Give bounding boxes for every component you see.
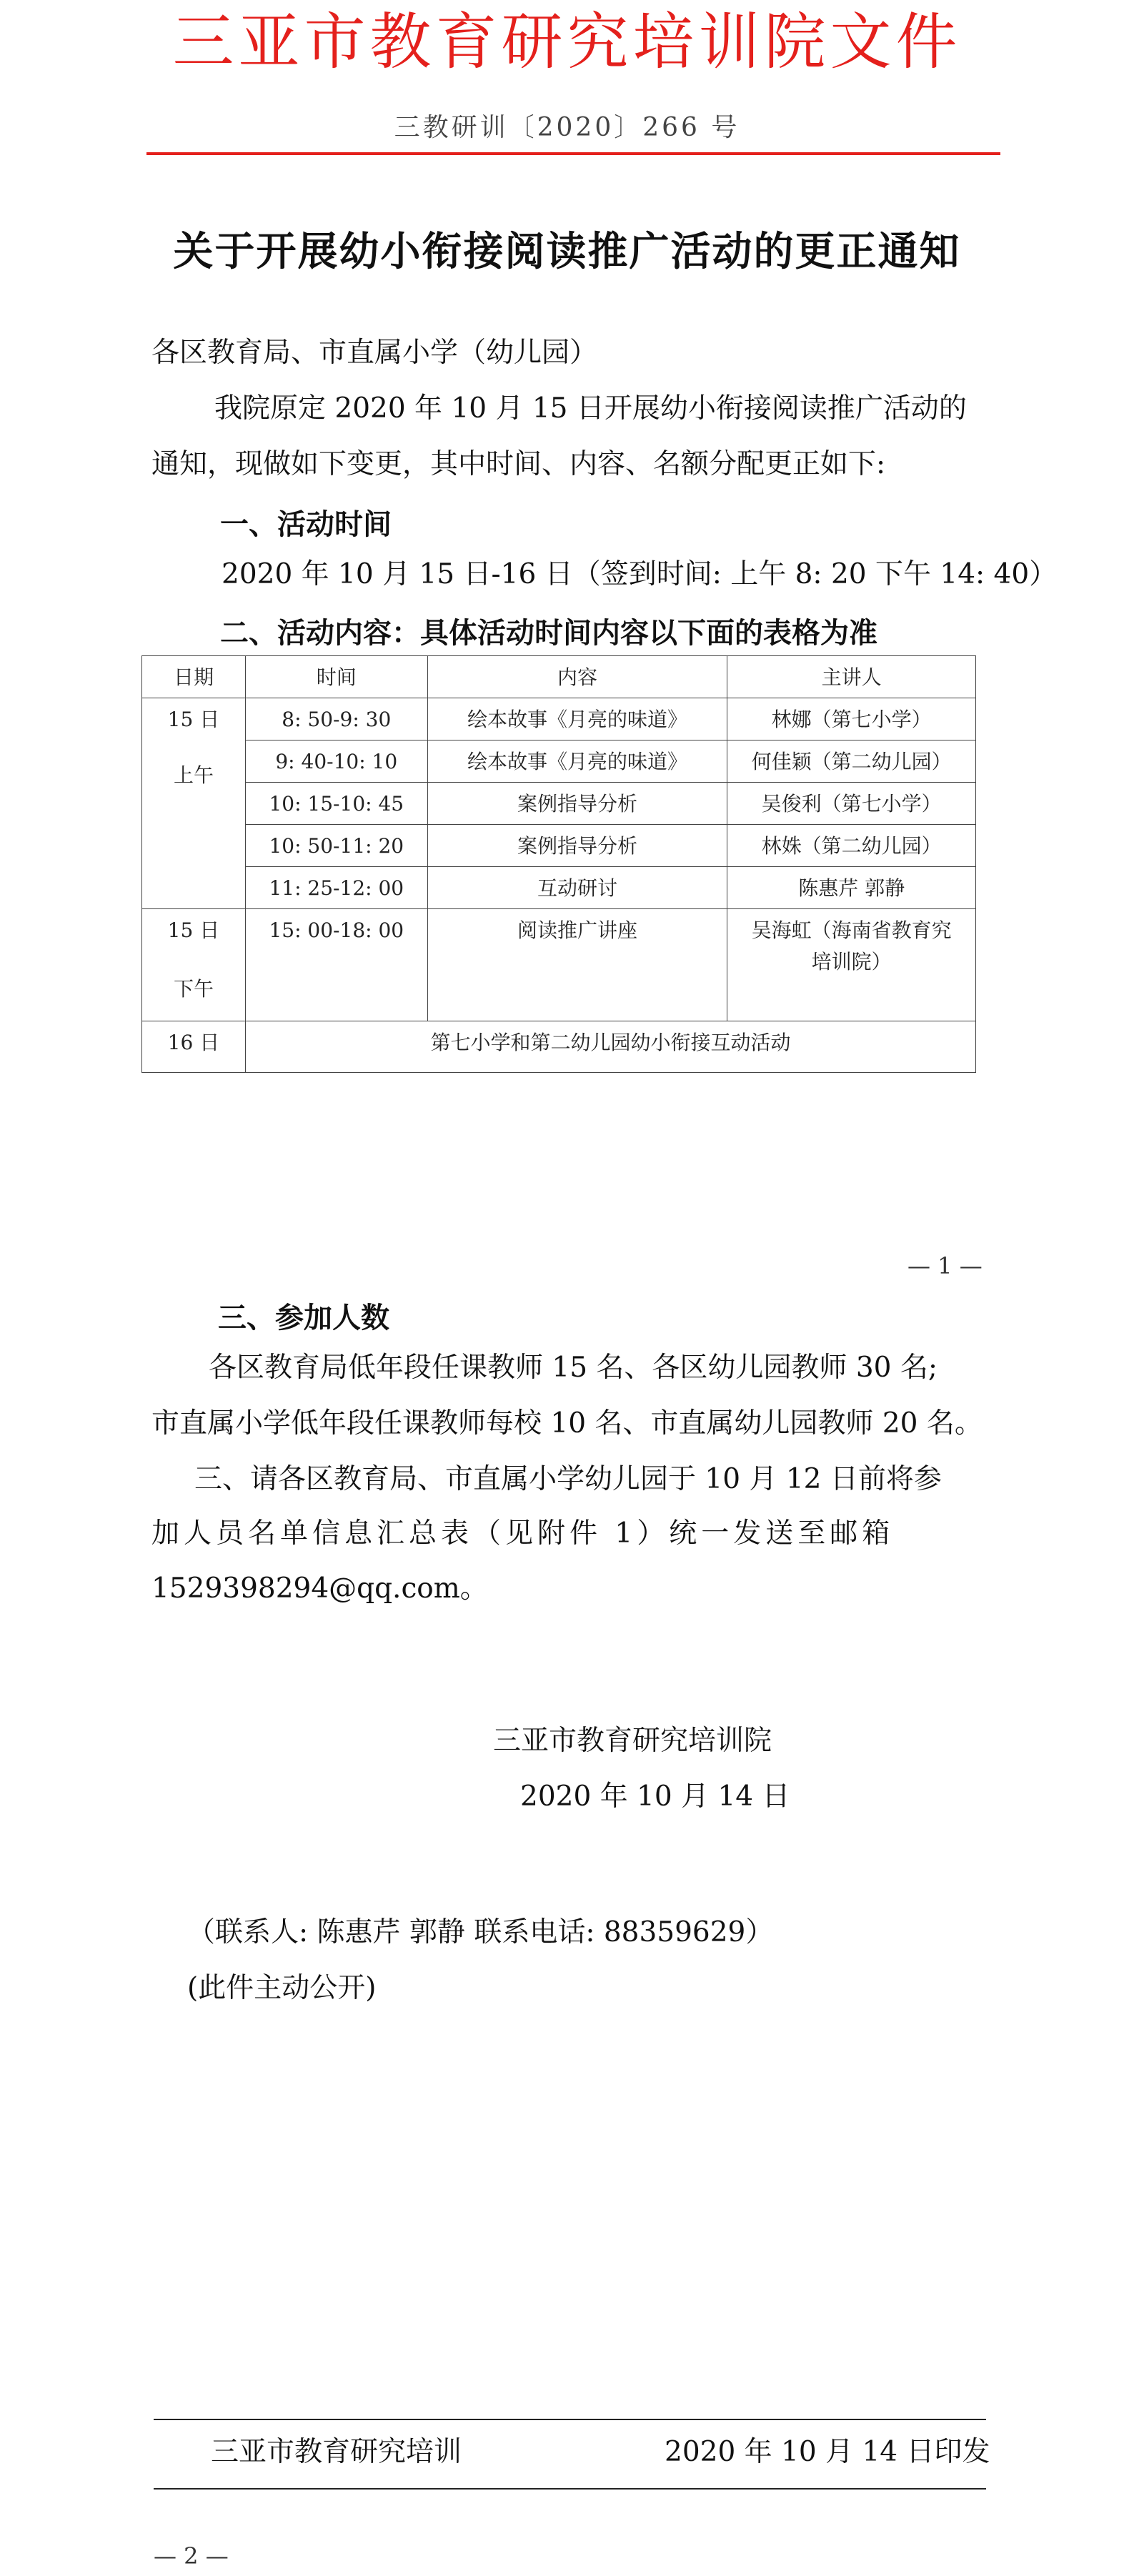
page-number-1: — 1 —	[907, 1252, 983, 1279]
afternoon-date-cell	[142, 909, 246, 1021]
addressee: 各区教育局、市直属小学（幼儿园）	[151, 337, 598, 369]
table-row	[142, 1021, 976, 1073]
table-row	[142, 867, 976, 909]
row-speaker: 吴俊利（第七小学）	[727, 783, 976, 825]
row-speaker: 林姝（第二幼儿园）	[727, 825, 976, 867]
section-4-email: 1529398294@qq.com。	[151, 1572, 488, 1605]
red-header-rule	[146, 152, 1000, 155]
signature-date: 2020 年 10 月 14 日	[520, 1780, 790, 1813]
header-date: 日期	[142, 656, 246, 698]
footer-top-rule	[154, 2419, 986, 2420]
row-time: 10: 50-11: 20	[245, 825, 427, 867]
notice-title: 关于开展幼小衔接阅读推广活动的更正通知	[173, 228, 961, 275]
row-content: 互动研讨	[427, 867, 727, 909]
section-1-heading: 一、活动时间	[220, 508, 392, 541]
document-header-title: 三亚市教育研究培训院文件	[172, 6, 962, 78]
row-time: 10: 15-10: 45	[245, 783, 427, 825]
table-row	[142, 740, 976, 783]
section-4-line-2: 加人员名单信息汇总表（见附件 1）统一发送至邮箱	[151, 1517, 895, 1550]
afternoon-content: 阅读推广讲座	[427, 909, 727, 1021]
schedule-table	[141, 655, 976, 1073]
row-content: 绘本故事《月亮的味道》	[427, 740, 727, 783]
row-time: 11: 25-12: 00	[245, 867, 427, 909]
section-1-text: 2020 年 10 月 15 日-16 日（签到时间: 上午 8: 20 下午 14: 40）	[222, 558, 1058, 590]
day2-date: 16 日	[142, 1021, 246, 1073]
header-time: 时间	[245, 656, 427, 698]
afternoon-speaker-line-1: 吴海虹（海南省教育究	[751, 918, 952, 942]
morning-date: 15 日	[167, 708, 220, 731]
intro-line-2: 通知，现做如下变更，其中时间、内容、名额分配更正如下:	[151, 448, 886, 480]
table-row	[142, 909, 976, 1021]
page-number-2: — 2 —	[154, 2542, 229, 2570]
afternoon-speaker-line-2: 培训院）	[811, 950, 892, 974]
row-content: 案例指导分析	[427, 783, 727, 825]
section-2-heading: 二、活动内容：具体活动时间内容以下面的表格为准	[220, 617, 877, 650]
row-speaker: 陈惠芹 郭静	[727, 867, 976, 909]
document-number: 三教研训〔2020〕266 号	[394, 113, 740, 142]
contact-info: （联系人: 陈惠芹 郭静 联系电话: 88359629）	[187, 1916, 774, 1948]
header-speaker: 主讲人	[727, 656, 976, 698]
row-speaker: 何佳颖（第二幼儿园）	[727, 740, 976, 783]
intro-line-1: 我院原定 2020 年 10 月 15 日开展幼小衔接阅读推广活动的	[214, 392, 967, 425]
signature-org: 三亚市教育研究培训院	[493, 1725, 772, 1757]
section-3-heading: 三、参加人数	[218, 1302, 389, 1334]
header-content: 内容	[427, 656, 727, 698]
table-header-row	[142, 656, 976, 698]
row-time: 8: 50-9: 30	[245, 698, 427, 740]
section-3-line-1: 各区教育局低年段任课教师 15 名、各区幼儿园教师 30 名;	[209, 1352, 937, 1384]
afternoon-label: 下午	[173, 977, 214, 1001]
row-speaker: 林娜（第七小学）	[727, 698, 976, 740]
afternoon-date: 15 日	[167, 918, 220, 942]
row-time: 9: 40-10: 10	[245, 740, 427, 783]
day2-content: 第七小学和第二幼儿园幼小衔接互动活动	[245, 1021, 975, 1073]
morning-label: 上午	[173, 763, 214, 787]
table-row	[142, 698, 976, 740]
footer-print-date: 2020 年 10 月 14 日印发	[665, 2436, 990, 2468]
afternoon-speaker-cell	[727, 909, 976, 1021]
table-row	[142, 825, 976, 867]
morning-date-cell	[142, 698, 246, 909]
afternoon-time: 15: 00-18: 00	[245, 909, 427, 1021]
row-content: 案例指导分析	[427, 825, 727, 867]
section-3-line-2: 市直属小学低年段任课教师每校 10 名、市直属幼儿园教师 20 名。	[151, 1407, 983, 1440]
footer-bottom-rule	[154, 2488, 986, 2490]
row-content: 绘本故事《月亮的味道》	[427, 698, 727, 740]
section-4-line-1: 三、请各区教育局、市直属小学幼儿园于 10 月 12 日前将参	[194, 1463, 942, 1495]
public-note: (此件主动公开)	[187, 1972, 377, 2004]
footer-org: 三亚市教育研究培训	[211, 2436, 462, 2468]
table-row	[142, 783, 976, 825]
